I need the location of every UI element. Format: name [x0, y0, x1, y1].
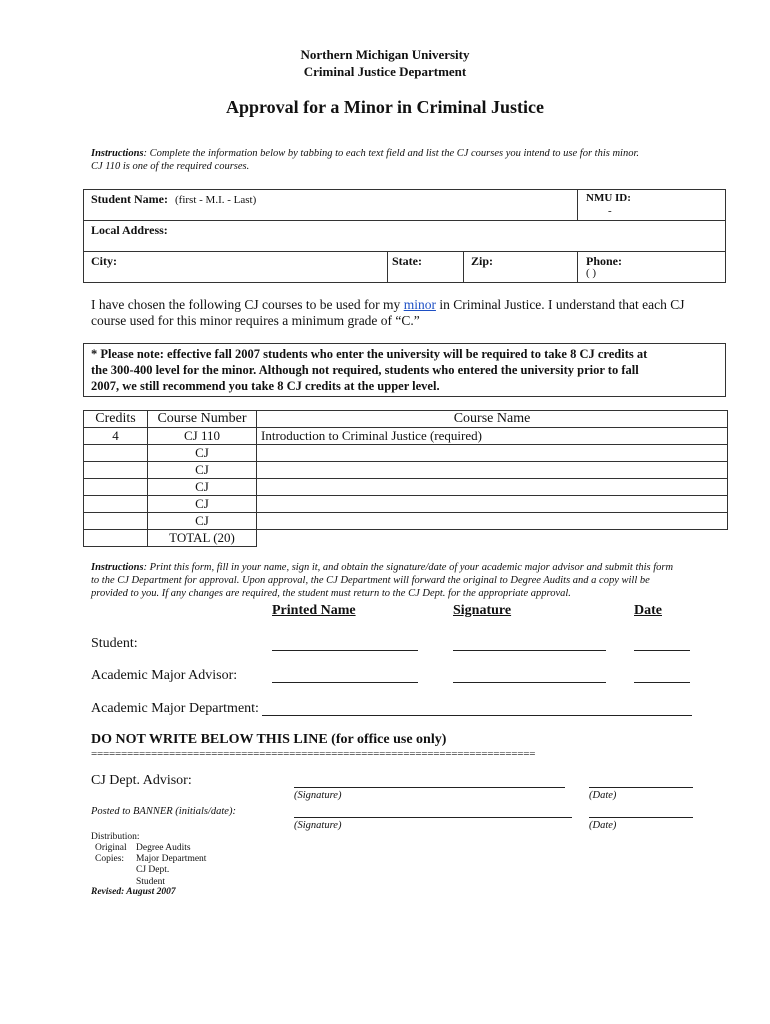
distribution-item: Degree Audits [136, 843, 191, 853]
credits-cell[interactable] [84, 445, 148, 462]
statement-part2: in Criminal Justice. I understand that each CJ [435, 297, 685, 312]
instructions-top [91, 148, 639, 159]
instructions-bottom-text: : Print this form, fill in your name, sign it, and obtain the signature/date of your academic major advisor and submit this form [143, 562, 674, 573]
student-name-field[interactable] [91, 192, 256, 207]
course-table [83, 410, 728, 547]
distribution-copies-label: Copies: [95, 854, 125, 864]
empty-cell [257, 530, 728, 547]
cj-advisor-date-line[interactable] [589, 786, 693, 788]
note-line2: the 300-400 level for the minor. Although not required, students who entered the university prior to fall [91, 363, 639, 377]
office-heading: DO NOT WRITE BELOW THIS LINE (for office use only) [91, 732, 447, 747]
course-number-cell[interactable]: CJ [148, 496, 257, 513]
course-number-cell[interactable]: CJ [148, 479, 257, 496]
course-name-cell[interactable] [257, 496, 728, 513]
col-printed-name: Printed Name [272, 603, 356, 618]
table-row [84, 462, 728, 479]
advisor-printed-name-line[interactable] [272, 681, 418, 683]
instructions-bottom-line2: to the CJ Department for approval. Upon approval, the CJ Department will forward the original to Degree Audits and a copy will be [91, 575, 650, 586]
advisor-signature-line[interactable] [453, 681, 606, 683]
table-row [84, 496, 728, 513]
state-label: State: [392, 254, 422, 268]
course-name-cell[interactable] [257, 479, 728, 496]
distribution-original-label: Original [95, 843, 127, 853]
zip-label: Zip: [471, 254, 494, 268]
table-row [84, 513, 728, 530]
signature-caption: (Signature) [294, 790, 342, 801]
nmu-id-value: - [608, 205, 612, 217]
instructions-bottom-line3: provided to you. If any changes are required, the student must return to the CJ Dept. for the appropriate approval. [91, 588, 571, 599]
banner-date-caption: (Date) [589, 820, 617, 831]
course-name-cell[interactable] [257, 462, 728, 479]
instructions-bottom-label: Instructions [91, 562, 144, 573]
cj-advisor-label: CJ Dept. Advisor: [91, 773, 192, 788]
course-number-cell[interactable]: CJ [148, 462, 257, 479]
statement-part1: I have chosen the following CJ courses to be used for my [91, 297, 404, 312]
instructions-line2: CJ 110 is one of the required courses. [91, 161, 250, 172]
total-label-cell: TOTAL (20) [148, 530, 257, 547]
local-address-label: Local Address: [91, 223, 168, 237]
advisor-date-line[interactable] [634, 681, 690, 683]
banner-date-line[interactable] [589, 816, 693, 818]
minor-link[interactable]: minor [403, 297, 436, 312]
phone-value[interactable]: ( ) [586, 267, 597, 279]
student-signature-line[interactable] [453, 649, 606, 651]
header-credits: Credits [84, 411, 148, 428]
department-name: Criminal Justice Department [303, 64, 467, 79]
student-name-placeholder: (first - M.I. - Last) [175, 194, 257, 206]
table-row [84, 479, 728, 496]
nmu-id-label: NMU ID: [586, 192, 631, 204]
note-line1: * Please note: effective fall 2007 students who enter the university will be required to take 8 CJ credits at [91, 347, 648, 361]
instructions-text: : Complete the information below by tabbing to each text field and list the CJ courses you intend to use for this minor. [143, 148, 640, 159]
distribution-item: Major Department [136, 854, 207, 864]
department-line[interactable] [262, 714, 692, 716]
header-course-number: Course Number [148, 411, 257, 428]
statement-line2: course used for this minor requires a minimum grade of “C.” [91, 313, 420, 328]
university-name: Northern Michigan University [300, 47, 470, 62]
table-row [84, 428, 728, 445]
credits-cell[interactable]: 4 [84, 428, 148, 445]
banner-signature-caption: (Signature) [294, 820, 342, 831]
advisor-sign-label: Academic Major Advisor: [91, 668, 238, 683]
student-name-label: Student Name: [91, 192, 168, 206]
instructions-label: Instructions [91, 148, 144, 159]
credits-cell[interactable] [84, 513, 148, 530]
banner-label: Posted to BANNER (initials/date): [91, 806, 236, 817]
cj-advisor-signature-line[interactable] [294, 786, 565, 788]
course-name-cell[interactable] [257, 445, 728, 462]
student-printed-name-line[interactable] [272, 649, 418, 651]
credits-total-cell[interactable] [84, 530, 148, 547]
statement-line1 [91, 297, 685, 313]
student-sign-label: Student: [91, 636, 138, 651]
local-address-field[interactable] [83, 220, 726, 252]
table-row [84, 445, 728, 462]
col-signature: Signature [453, 603, 512, 618]
student-date-line[interactable] [634, 649, 690, 651]
page-title: Approval for a Minor in Criminal Justice [225, 97, 544, 117]
city-label: City: [91, 254, 117, 268]
course-table-header [84, 411, 728, 428]
revised-date: Revised: August 2007 [91, 887, 176, 897]
distribution-item: CJ Dept. [136, 865, 170, 875]
department-sign-label: Academic Major Department: [91, 701, 259, 716]
col-date: Date [634, 603, 662, 618]
instructions-bottom-line1 [91, 562, 673, 573]
credits-cell[interactable] [84, 462, 148, 479]
credits-cell[interactable] [84, 496, 148, 513]
header-course-name: Course Name [257, 411, 728, 428]
office-separator: ========================================================================== [91, 748, 536, 760]
phone-label: Phone: [586, 254, 622, 268]
course-name-cell[interactable]: Introduction to Criminal Justice (required) [257, 428, 728, 445]
note-line3: 2007, we still recommend you take 8 CJ credits at the upper level. [91, 379, 440, 393]
course-number-cell[interactable]: CJ 110 [148, 428, 257, 445]
banner-signature-line[interactable] [294, 816, 572, 818]
table-row-total [84, 530, 728, 547]
course-number-cell[interactable]: CJ [148, 513, 257, 530]
distribution-item: Student [136, 877, 166, 887]
credits-cell[interactable] [84, 479, 148, 496]
date-caption: (Date) [589, 790, 617, 801]
course-name-cell[interactable] [257, 513, 728, 530]
course-number-cell[interactable]: CJ [148, 445, 257, 462]
distribution-label: Distribution: [91, 832, 140, 842]
